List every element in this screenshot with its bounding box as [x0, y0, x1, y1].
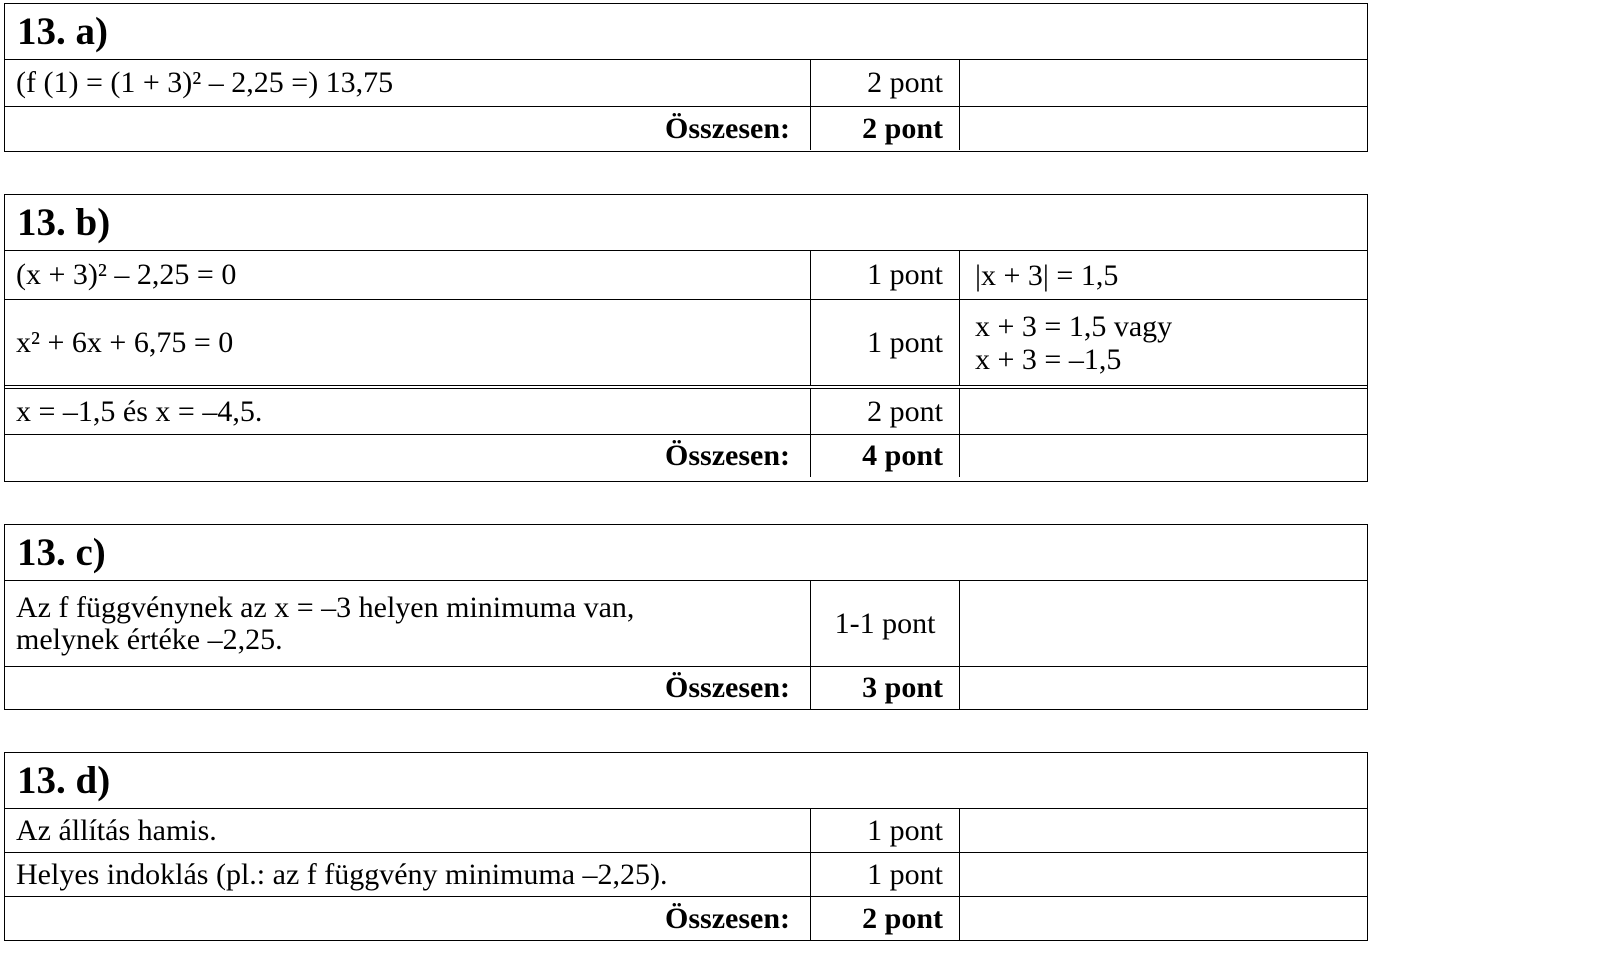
solution-step: Helyes indoklás (pl.: az f függvény minimuma –2,25).	[16, 857, 668, 891]
points-cell: 1 pont	[810, 853, 960, 896]
note-line: x + 3 = 1,5 vagy	[975, 309, 1173, 343]
section-13a	[4, 3, 1368, 152]
solution-step: (x + 3)² – 2,25 = 0	[16, 258, 237, 291]
total-row	[5, 435, 1367, 477]
solution-step: (f (1) = (1 + 3)² – 2,25 =) 13,75	[16, 66, 394, 99]
text-line: Az f függvénynek az x = –3 helyen minimuma van,	[16, 590, 635, 624]
note-cell	[960, 667, 1367, 709]
total-row	[5, 897, 1367, 940]
points-cell: 1 pont	[810, 251, 960, 299]
note-cell	[960, 60, 1367, 106]
table-row	[5, 853, 1367, 897]
table-row	[5, 389, 1367, 435]
points-cell: 2 pont	[810, 60, 960, 106]
total-label: Összesen:	[665, 111, 790, 145]
total-row	[5, 107, 1367, 150]
section-13d	[4, 752, 1368, 941]
note-cell	[960, 389, 1367, 434]
total-label: Összesen:	[665, 439, 790, 472]
note-cell	[960, 897, 1367, 940]
solution-step	[5, 581, 810, 666]
note-cell	[960, 853, 1367, 896]
total-points: 2 pont	[810, 107, 960, 150]
text-line: melynek értéke –2,25.	[16, 622, 283, 656]
total-points: 4 pont	[810, 435, 960, 477]
points-cell: 1-1 pont	[810, 581, 960, 666]
points-cell: 2 pont	[810, 389, 960, 434]
section-title: 13. a)	[5, 4, 1367, 60]
section-13b	[4, 194, 1368, 482]
table-row	[5, 251, 1367, 300]
table-row	[5, 809, 1367, 853]
total-label: Összesen:	[665, 901, 790, 935]
section-13c	[4, 524, 1368, 710]
total-points: 2 pont	[810, 897, 960, 940]
note-line: x + 3 = –1,5	[975, 342, 1122, 376]
total-row	[5, 667, 1367, 709]
note-cell	[960, 251, 1367, 299]
note-cell	[960, 435, 1367, 477]
note-cell	[960, 107, 1367, 150]
section-title: 13. c)	[5, 525, 1367, 581]
table-row	[5, 300, 1367, 389]
section-title: 13. b)	[5, 195, 1367, 251]
note-cell	[960, 809, 1367, 852]
note-cell	[960, 581, 1367, 666]
points-cell: 1 pont	[810, 300, 960, 385]
points-cell: 1 pont	[810, 809, 960, 852]
total-label: Összesen:	[665, 671, 790, 704]
note-cell	[960, 300, 1367, 385]
total-points: 3 pont	[810, 667, 960, 709]
solution-step: Az állítás hamis.	[16, 813, 217, 847]
solution-step: x = –1,5 és x = –4,5.	[16, 394, 263, 428]
table-row	[5, 60, 1367, 107]
table-row	[5, 581, 1367, 667]
note-line: |x + 3| = 1,5	[975, 258, 1119, 292]
solution-step: x² + 6x + 6,75 = 0	[16, 325, 234, 359]
section-title: 13. d)	[5, 753, 1367, 809]
